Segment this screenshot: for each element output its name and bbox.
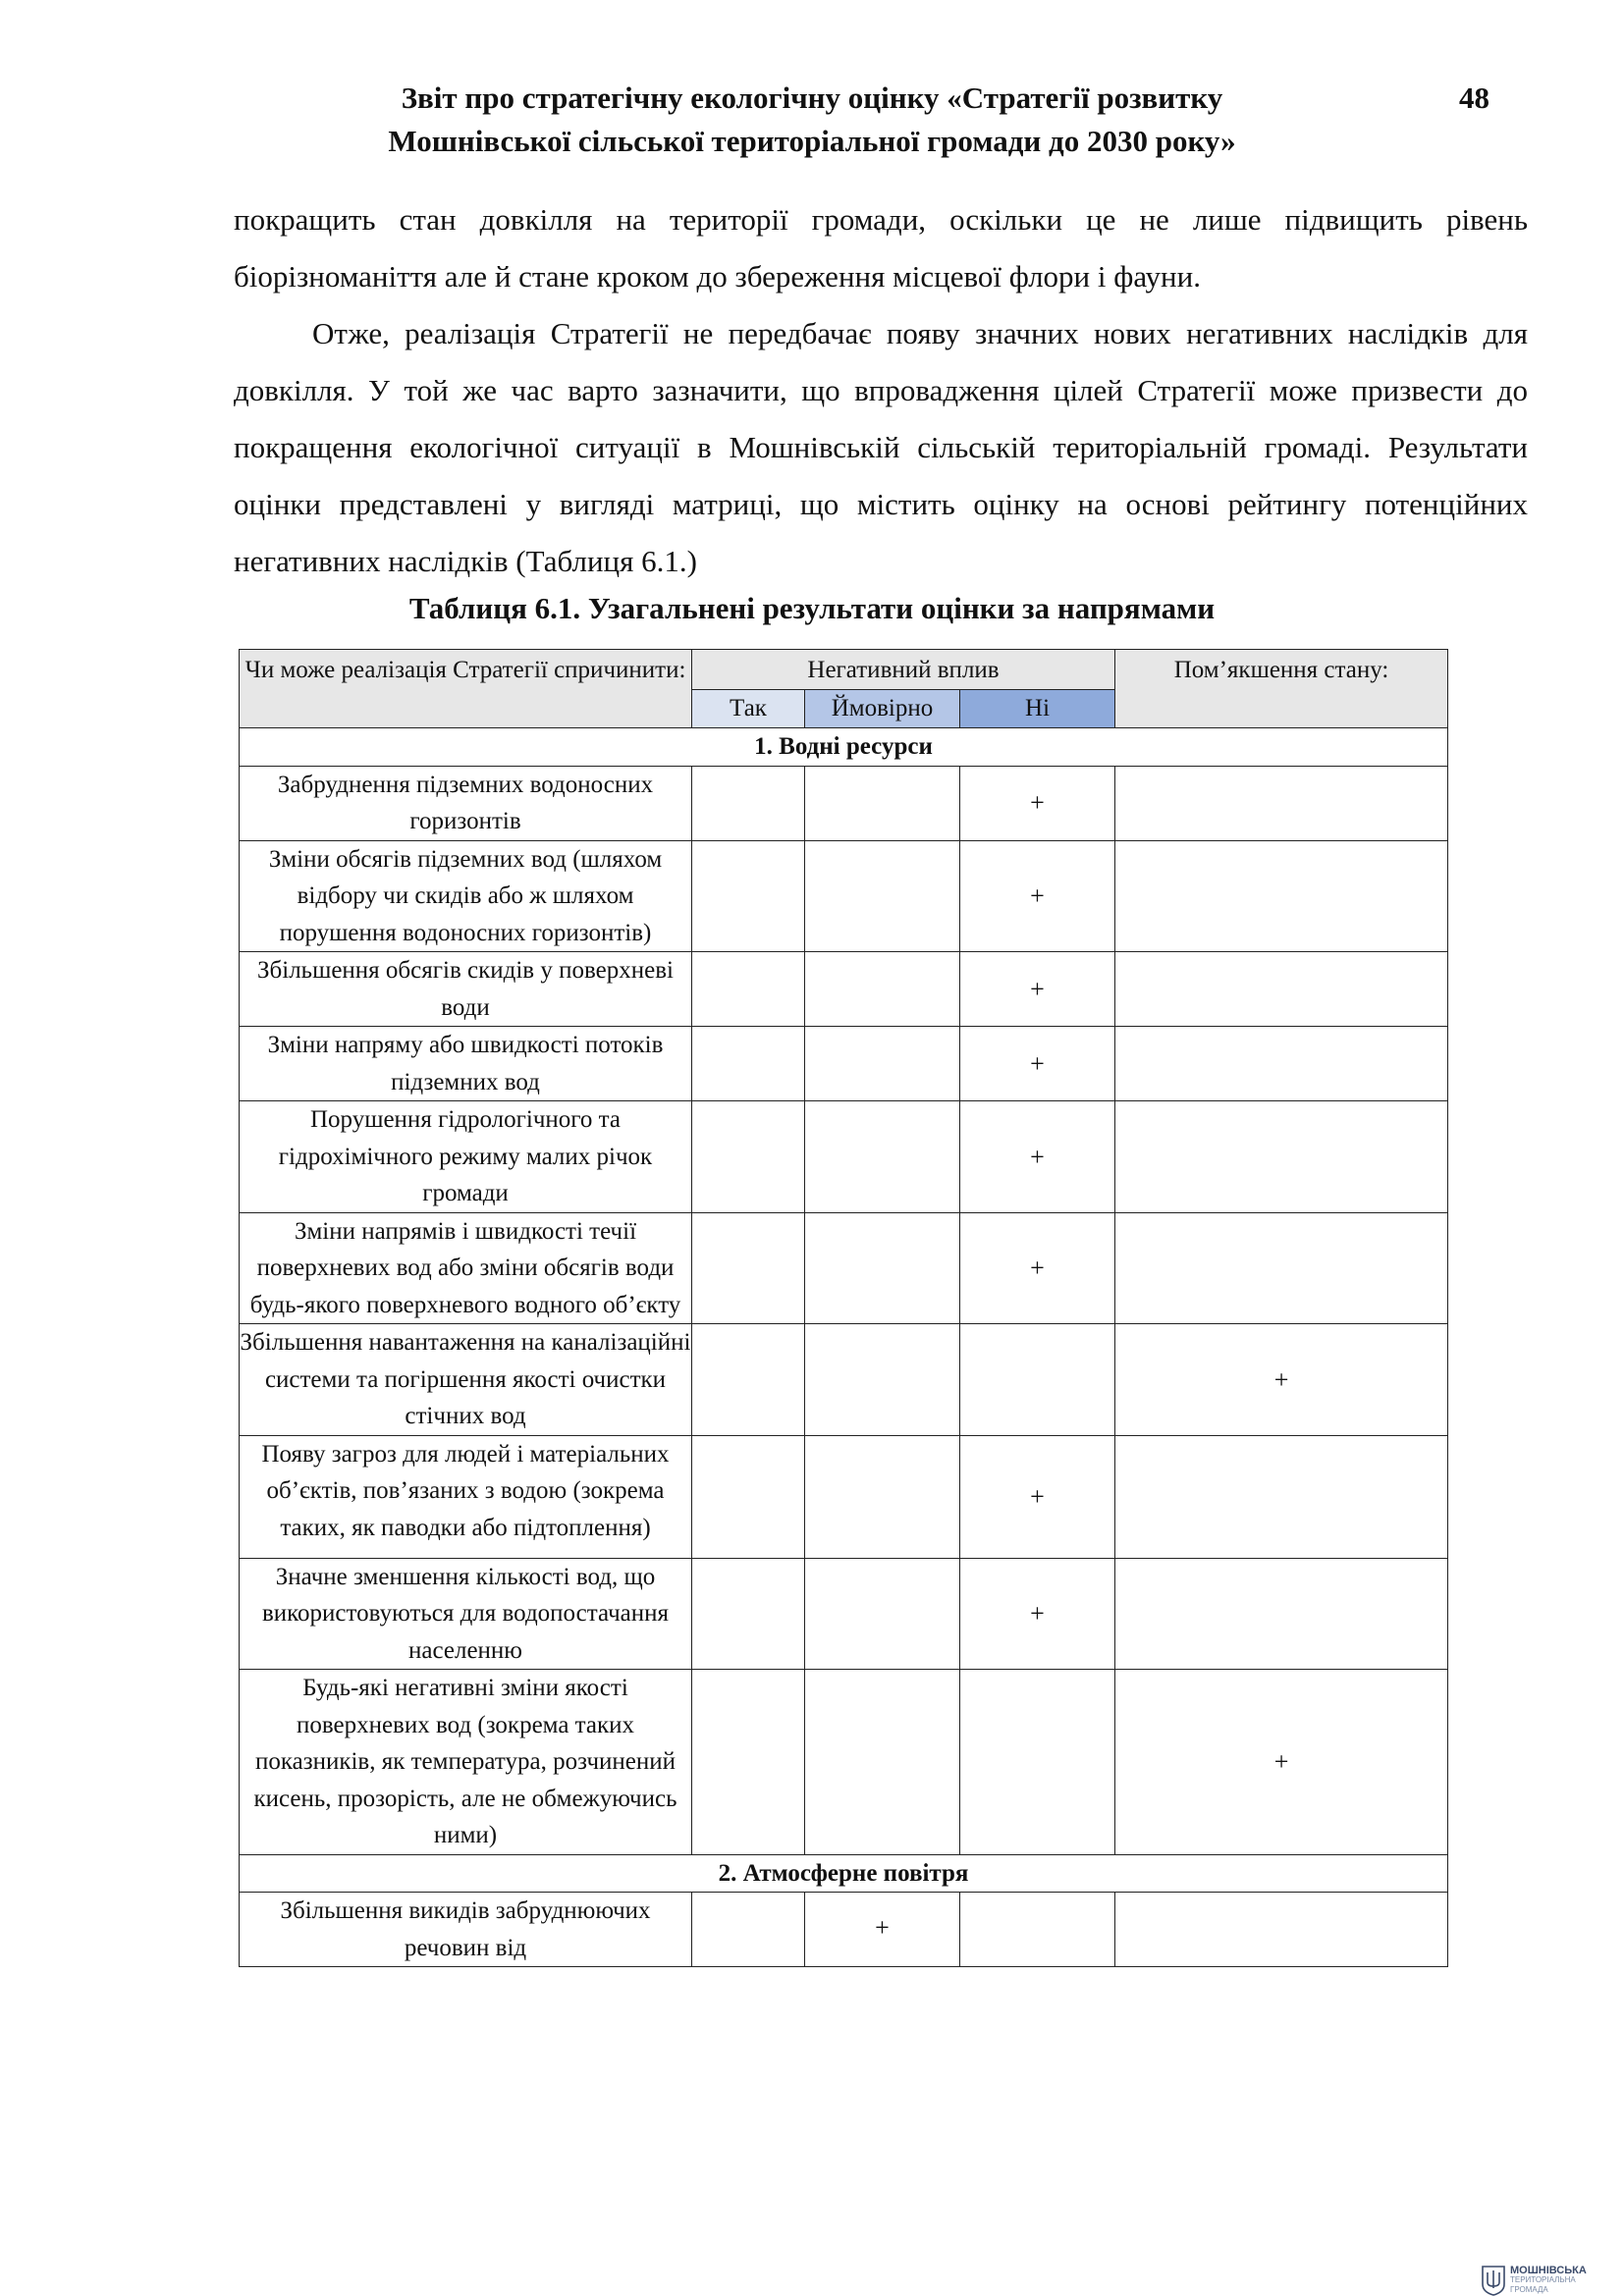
header-yes: Так [692,690,805,728]
row-label: Збільшення навантаження на каналізаційні системи та погіршення якості очистки стічних вод [240,1324,692,1436]
row-label: Появу загроз для людей і матеріальних об’єктів, пов’язаних з водою (зокрема таких, як паводки або підтоплення) [240,1435,692,1558]
cell-mitigation [1115,1212,1448,1324]
paragraph: Отже, реалізація Стратегії не передбачає появу значних нових негативних наслідків для довкілля. У той же час варто зазначити, що впровадження цілей Стратегії може призвести до покращення екологічної ситуації в Мошнівській сільській територіальній громаді. Результати оцінки представлені у вигляді матриці, що містить оцінку на основі рейтингу потенційних негативних наслідків (Таблиця 6.1.) [234,316,1528,578]
cell-no: + [960,1027,1115,1101]
section-atmospheric-air: 2. Атмосферне повітря [240,1854,1448,1893]
cell-no: + [960,1435,1115,1558]
table-row [240,1212,1448,1324]
table-row [240,840,1448,952]
table-row [240,1893,1448,1967]
section-water-resources: 1. Водні ресурси [240,728,1448,767]
page-header [0,79,1624,177]
cell-yes [692,1324,805,1436]
cell-yes [692,1670,805,1855]
row-label: Порушення гідрологічного та гідрохімічного режиму малих річок громади [240,1101,692,1213]
cell-maybe [805,1101,960,1213]
trident-icon [1481,2265,1506,2296]
cell-maybe [805,1212,960,1324]
cell-yes [692,1101,805,1213]
table-row [240,766,1448,840]
section-row [240,728,1448,767]
cell-no [960,1670,1115,1855]
cell-yes [692,1893,805,1967]
cell-no: + [960,1558,1115,1670]
paragraph: покращить стан довкілля на території громади, оскільки це не лише підвищить рівень біорізноманіття але й стане кроком до збереження місцевої флори і фауни. [234,202,1528,294]
cell-no: + [960,952,1115,1027]
table-row [240,1435,1448,1558]
cell-mitigation [1115,1558,1448,1670]
cell-yes [692,766,805,840]
table-row [240,952,1448,1027]
cell-mitigation [1115,1027,1448,1101]
row-label: Збільшення викидів забруднюючих речовин від [240,1893,692,1967]
header-title-line-1: Звіт про стратегічну екологічну оцінку «Стратегії розвитку [401,80,1223,115]
row-label: Будь-які негативні зміни якості поверхневих вод (зокрема таких показників, як температура, розчинений кисень, прозорість, але не обмежуючись ними) [240,1670,692,1855]
cell-maybe [805,952,960,1027]
community-logo [1481,2265,1618,2296]
cell-maybe [805,1027,960,1101]
section-row [240,1854,1448,1893]
cell-yes [692,1435,805,1558]
table-row [240,1670,1448,1855]
cell-mitigation [1115,840,1448,952]
cell-no [960,1893,1115,1967]
cell-mitigation: + [1115,1324,1448,1436]
row-label: Зміни обсягів підземних вод (шляхом відбору чи скидів або ж шляхом порушення водоносних горизонтів) [240,840,692,952]
row-label: Зміни напряму або швидкості потоків підземних вод [240,1027,692,1101]
cell-yes [692,1212,805,1324]
cell-mitigation [1115,1893,1448,1967]
table-row [240,1027,1448,1101]
header-question: Чи може реалізація Стратегії спричинити: [240,650,692,728]
header-negative-impact: Негативний вплив [692,650,1115,690]
table-header-row [240,650,1448,690]
header-no: Ні [960,690,1115,728]
cell-no: + [960,1101,1115,1213]
header-title-line-2: Мошнівської сільської територіальної громади до 2030 року» [388,124,1236,158]
cell-mitigation [1115,952,1448,1027]
header-mitigation: Пом’якшення стану: [1115,650,1448,728]
logo-text [1510,2266,1587,2295]
row-label: Зміни напрямів і швидкості течії поверхневих вод або зміни обсягів води будь-якого поверхневого водного об’єкту [240,1212,692,1324]
table-row [240,1101,1448,1213]
row-label: Збільшення обсягів скидів у поверхневі води [240,952,692,1027]
cell-no [960,1324,1115,1436]
cell-maybe [805,1435,960,1558]
cell-mitigation [1115,1435,1448,1558]
logo-line-3: ГРОМАДА [1510,2285,1548,2294]
cell-no: + [960,1212,1115,1324]
cell-yes [692,1027,805,1101]
cell-mitigation [1115,1101,1448,1213]
cell-yes [692,840,805,952]
table-caption: Таблиця 6.1. Узагальнені результати оцінки за напрямами [408,591,1216,625]
cell-maybe: + [805,1893,960,1967]
logo-line-1: МОШНІВСЬКА [1510,2265,1587,2276]
cell-no: + [960,766,1115,840]
cell-maybe [805,1558,960,1670]
cell-no: + [960,840,1115,952]
row-label: Значне зменшення кількості вод, що використовуються для водопостачання населенню [240,1558,692,1670]
cell-maybe [805,766,960,840]
table-row [240,1324,1448,1436]
assessment-matrix-table [239,649,1448,1967]
cell-yes [692,952,805,1027]
cell-mitigation: + [1115,1670,1448,1855]
cell-mitigation [1115,766,1448,840]
cell-yes [692,1558,805,1670]
body-text [234,191,1528,590]
cell-maybe [805,1324,960,1436]
page-number: 48 [1459,80,1489,115]
logo-line-2: ТЕРИТОРІАЛЬНА [1510,2275,1576,2284]
header-maybe: Ймовірно [805,690,960,728]
row-label: Забруднення підземних водоносних горизонтів [240,766,692,840]
cell-maybe [805,840,960,952]
cell-maybe [805,1670,960,1855]
table-row [240,1558,1448,1670]
